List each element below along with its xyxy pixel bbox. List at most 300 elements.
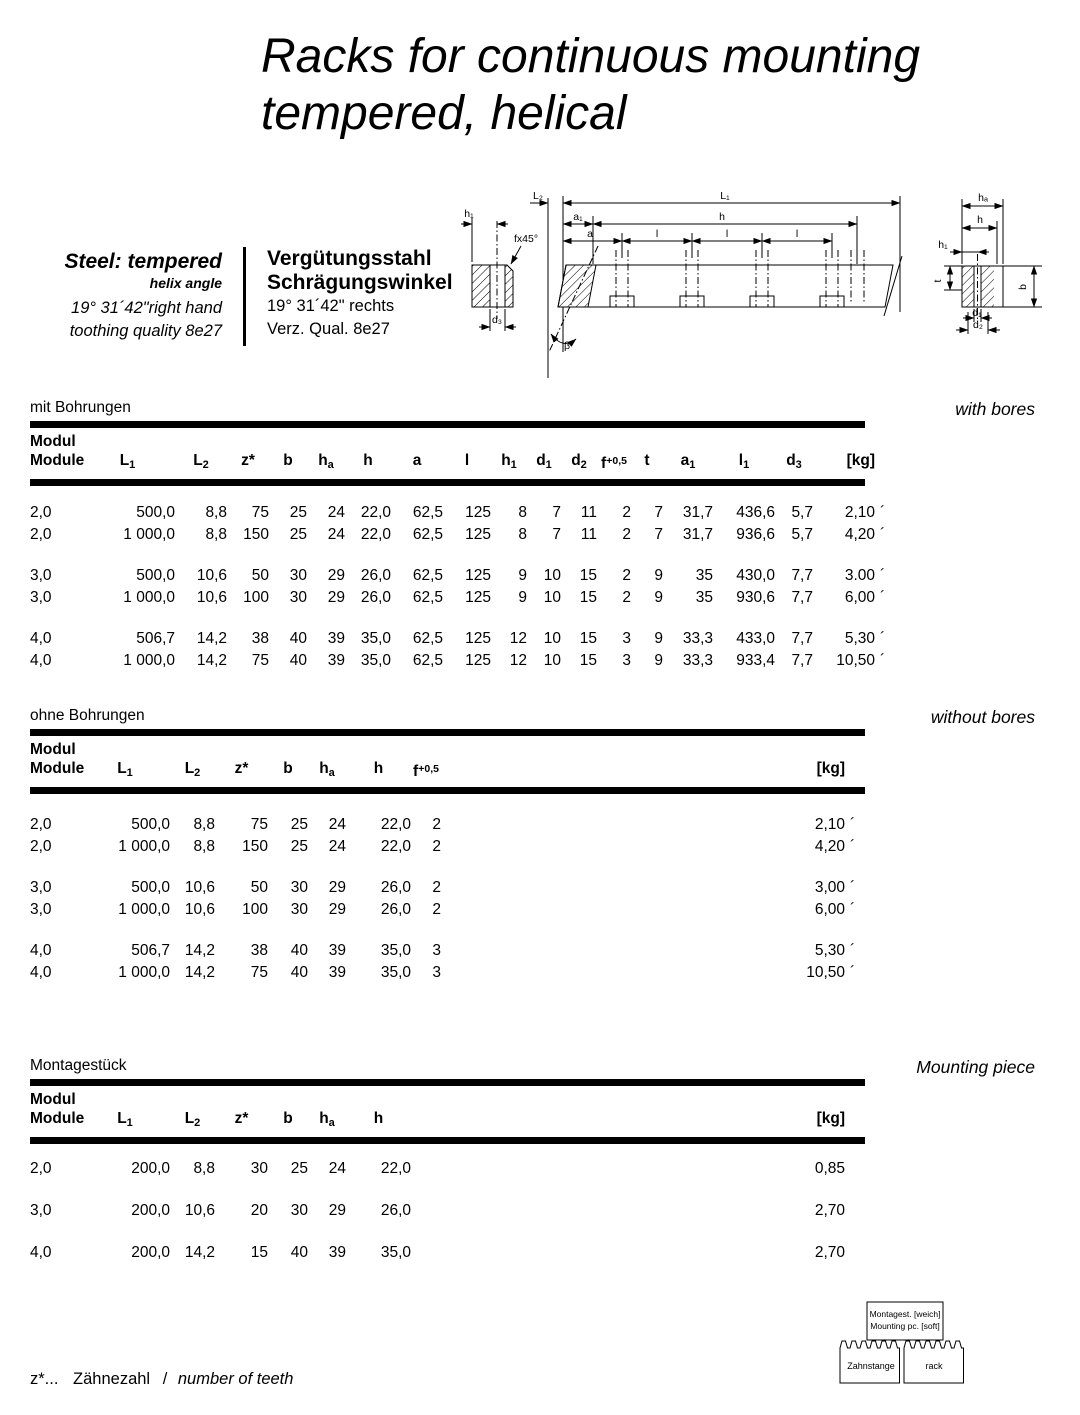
table-rule bbox=[30, 1079, 865, 1086]
table-cell: 5,30 bbox=[814, 942, 845, 959]
table-cell: 62,5 bbox=[412, 504, 443, 521]
table-cell: 10,6 bbox=[196, 589, 227, 606]
table-cell: 39 bbox=[327, 630, 345, 647]
material-info-english bbox=[0, 249, 222, 343]
page-title-line2: tempered, helical bbox=[261, 87, 627, 140]
table-cell: 31,7 bbox=[682, 526, 713, 543]
table-row bbox=[30, 899, 865, 921]
column-header: $L_2$ bbox=[184, 760, 201, 779]
table-cell: 40 bbox=[289, 630, 307, 647]
table-cell: 3 bbox=[432, 942, 441, 959]
table-cell: 26,0 bbox=[380, 879, 411, 896]
table-cell: 24 bbox=[328, 816, 346, 833]
table-cell: 506,7 bbox=[136, 630, 175, 647]
toothing-quality-en: toothing quality 8e27 bbox=[69, 322, 222, 340]
table-cell: 2 bbox=[432, 901, 441, 918]
table-cell: 11 bbox=[580, 504, 597, 521]
table-cell: 11 bbox=[580, 526, 597, 543]
table-row bbox=[30, 814, 865, 836]
dim-label-t: t bbox=[932, 279, 944, 283]
table-cell: 35,0 bbox=[380, 964, 411, 981]
table-cell: 29 bbox=[328, 1202, 346, 1219]
table-cell: 15 bbox=[579, 567, 597, 584]
page-title-line1: Racks for continuous mounting bbox=[261, 30, 921, 83]
table-cell: 7 bbox=[552, 526, 561, 543]
table-cell: 35,0 bbox=[360, 652, 391, 669]
table-rule bbox=[30, 1137, 865, 1144]
table-cell: 25 bbox=[290, 838, 308, 855]
column-header: $h_1$ bbox=[501, 452, 517, 471]
column-header: b bbox=[283, 1110, 293, 1127]
dim-label-d1: d₁ bbox=[972, 307, 982, 319]
table-caption-de: ohne Bohrungen bbox=[30, 707, 145, 724]
table-cell: 500,0 bbox=[131, 816, 170, 833]
material-info-german bbox=[267, 247, 453, 341]
table-cell: 2,10 bbox=[814, 816, 845, 833]
table-cell: 2,0 bbox=[30, 1160, 52, 1177]
table-cell: ´ bbox=[880, 589, 886, 606]
column-header: $h_a$ bbox=[318, 452, 334, 471]
table-cell: 62,5 bbox=[412, 526, 443, 543]
callout-line-de: Montagest. [weich] bbox=[869, 1309, 941, 1319]
table-cell: 6,00 bbox=[844, 589, 875, 606]
column-header: l bbox=[464, 452, 470, 469]
angle-value-de: 19° 31´42" rechts bbox=[267, 297, 395, 315]
table-cell bbox=[845, 1242, 865, 1264]
column-header: z* bbox=[241, 452, 255, 469]
table-cell: 24 bbox=[328, 838, 346, 855]
table-cell: 30 bbox=[290, 901, 308, 918]
table-cell: ´ bbox=[850, 942, 856, 959]
table-cell bbox=[441, 877, 781, 899]
table-cell: 2 bbox=[432, 838, 441, 855]
column-header: $L_1$ bbox=[117, 1110, 133, 1129]
column-header: h bbox=[373, 760, 384, 777]
table-cell: 2 bbox=[432, 816, 441, 833]
table-cell: 24 bbox=[327, 504, 345, 521]
table-cell: 75 bbox=[251, 652, 269, 669]
table-cell: 5,30 bbox=[844, 630, 875, 647]
dim-label-L2: L₂ bbox=[533, 190, 543, 202]
table-cell: 4,0 bbox=[30, 630, 52, 647]
table-cell: 1 000,0 bbox=[118, 838, 170, 855]
table-cell: 2 bbox=[622, 567, 631, 584]
table-cell: 39 bbox=[328, 964, 346, 981]
table-cell: 15 bbox=[579, 630, 597, 647]
table-cell: 8,8 bbox=[205, 526, 227, 543]
dim-label-l-1: l bbox=[655, 228, 659, 240]
table-cell: 39 bbox=[327, 652, 345, 669]
table-cell: 9 bbox=[518, 567, 527, 584]
table-cell: 29 bbox=[327, 567, 345, 584]
drawing-front-view bbox=[530, 190, 902, 378]
table-cell: 10 bbox=[543, 589, 561, 606]
row-group-gap bbox=[30, 1222, 1035, 1242]
table-cell: 40 bbox=[290, 964, 308, 981]
column-header: $f^{+0,5}$ bbox=[413, 763, 439, 780]
table-cell: 35 bbox=[695, 589, 713, 606]
table-caption-en: with bores bbox=[955, 399, 1035, 419]
table-cell: 8 bbox=[518, 526, 527, 543]
table-cell: 150 bbox=[243, 526, 269, 543]
mounting-piece-callout bbox=[867, 1302, 943, 1340]
table-cell: 125 bbox=[465, 589, 491, 606]
table-row bbox=[30, 628, 886, 650]
table-cell: 8 bbox=[518, 504, 527, 521]
table-cell: 62,5 bbox=[412, 589, 443, 606]
technical-drawing bbox=[455, 178, 1075, 378]
page-title bbox=[261, 28, 920, 142]
column-header: $f^{+0,5}$ bbox=[601, 455, 627, 472]
table-cell: 4,0 bbox=[30, 942, 52, 959]
dim-label-L1: L₁ bbox=[720, 190, 730, 202]
table-cell: 3,0 bbox=[30, 901, 52, 918]
column-header: z* bbox=[234, 1110, 249, 1127]
table-cell: 35,0 bbox=[380, 1244, 411, 1261]
table-row bbox=[30, 836, 865, 858]
table-cell: 30 bbox=[250, 1160, 268, 1177]
dim-label-ha: hₐ bbox=[978, 192, 988, 204]
table-cell: 39 bbox=[328, 942, 346, 959]
table-cell: 7,7 bbox=[791, 589, 813, 606]
table-cell: 12 bbox=[509, 652, 527, 669]
table-cell: 7,7 bbox=[791, 567, 813, 584]
column-header: $h_a$ bbox=[319, 1110, 335, 1129]
table-caption-en: Mounting piece bbox=[916, 1057, 1035, 1077]
angle-value-en: 19° 31´42"right hand bbox=[71, 299, 222, 317]
table-cell: 39 bbox=[328, 1244, 346, 1261]
table-cell: 62,5 bbox=[412, 630, 443, 647]
table-cell: 500,0 bbox=[136, 567, 175, 584]
table-mounting-piece bbox=[30, 1057, 1035, 1264]
row-group-gap bbox=[30, 546, 1035, 565]
table-cell: 62,5 bbox=[412, 567, 443, 584]
table-caption-en: without bores bbox=[930, 707, 1035, 727]
table-cell bbox=[845, 1158, 865, 1180]
column-header: Module bbox=[30, 760, 85, 777]
table-cell: 22,0 bbox=[360, 526, 391, 543]
table-cell: 500,0 bbox=[131, 879, 170, 896]
table-without-bores bbox=[30, 707, 1035, 984]
table-rule bbox=[30, 787, 865, 794]
table-cell: 4,20 bbox=[814, 838, 845, 855]
table-header-row bbox=[30, 450, 875, 472]
table-row bbox=[30, 1158, 865, 1180]
table-cell: 25 bbox=[289, 504, 307, 521]
column-header: [kg] bbox=[816, 1110, 845, 1127]
table-cell: 22,0 bbox=[380, 1160, 411, 1177]
table-cell: 933,4 bbox=[736, 652, 775, 669]
table-cell: 10 bbox=[543, 630, 561, 647]
table-cell: 3,0 bbox=[30, 567, 52, 584]
table-cell: 100 bbox=[243, 589, 269, 606]
table-cell: 436,6 bbox=[736, 504, 775, 521]
table-row bbox=[30, 587, 886, 609]
dim-label-h: h bbox=[719, 211, 725, 223]
table-rule bbox=[30, 729, 865, 736]
table-cell: 7 bbox=[552, 504, 561, 521]
table-cell: 125 bbox=[465, 630, 491, 647]
table-cell: 9 bbox=[518, 589, 527, 606]
rack-block-label-de: Zahnstange bbox=[847, 1361, 895, 1371]
table-row bbox=[30, 962, 865, 984]
dim-label-beta: β bbox=[563, 340, 571, 352]
mounting-piece-drawing bbox=[830, 1295, 980, 1390]
dim-label-chamfer: fx45° bbox=[514, 233, 539, 245]
table-cell: ´ bbox=[850, 901, 856, 918]
table-cell: 26,0 bbox=[380, 901, 411, 918]
material-en: Steel: tempered bbox=[64, 250, 222, 273]
table-cell: 30 bbox=[289, 589, 307, 606]
table-cell: ´ bbox=[880, 526, 886, 543]
dim-label-l-2: l bbox=[725, 228, 729, 240]
rack-block-label-en: rack bbox=[925, 1361, 943, 1371]
table-cell: 7 bbox=[654, 504, 663, 521]
table-cell: 62,5 bbox=[412, 652, 443, 669]
column-header bbox=[441, 758, 781, 784]
table-cell: ´ bbox=[850, 964, 856, 981]
rack-blocks bbox=[840, 1341, 964, 1383]
column-header: $L_1$ bbox=[119, 452, 136, 471]
table-cell: 30 bbox=[290, 879, 308, 896]
table-cell: 24 bbox=[327, 526, 345, 543]
table-cell: 125 bbox=[465, 504, 491, 521]
table-cell: 7,7 bbox=[791, 630, 813, 647]
table-cell: 2 bbox=[432, 879, 441, 896]
table-cell: 8,8 bbox=[193, 816, 215, 833]
table-cell: 38 bbox=[250, 942, 268, 959]
table-cell: 2 bbox=[622, 504, 631, 521]
table-cell: 35 bbox=[695, 567, 713, 584]
table-cell bbox=[441, 814, 781, 836]
table-cell bbox=[441, 940, 781, 962]
table-cell: 10 bbox=[543, 567, 561, 584]
table-header-row bbox=[30, 758, 865, 780]
table-cell: 125 bbox=[465, 567, 491, 584]
table-cell: 1 000,0 bbox=[118, 901, 170, 918]
table-cell: ´ bbox=[880, 652, 886, 669]
table-cell: 30 bbox=[290, 1202, 308, 1219]
table-cell: 35,0 bbox=[360, 630, 391, 647]
table-cell: 10,6 bbox=[184, 879, 215, 896]
table-cell: 3 bbox=[622, 652, 631, 669]
table-cell: 29 bbox=[328, 901, 346, 918]
table-cell: 930,6 bbox=[736, 589, 775, 606]
dim-label-h1-right: h₁ bbox=[938, 239, 948, 251]
table-cell: 9 bbox=[654, 589, 663, 606]
column-header: Module bbox=[30, 452, 85, 469]
table-cell: 10,6 bbox=[184, 1202, 215, 1219]
table-cell: 14,2 bbox=[184, 942, 215, 959]
column-header: Module bbox=[30, 1110, 85, 1127]
table-cell: 2 bbox=[622, 589, 631, 606]
table-cell: 125 bbox=[465, 526, 491, 543]
table-cell: 38 bbox=[251, 630, 269, 647]
table-cell: 7,7 bbox=[791, 652, 813, 669]
dim-label-l-3: l bbox=[795, 228, 799, 240]
table-cell: 2,0 bbox=[30, 526, 52, 543]
table-cell: 75 bbox=[251, 504, 269, 521]
table-row bbox=[30, 940, 865, 962]
table-cell: 1 000,0 bbox=[123, 652, 175, 669]
table-body bbox=[30, 814, 1035, 984]
table-cell: 430,0 bbox=[736, 567, 775, 584]
column-header: a bbox=[412, 452, 422, 469]
dim-label-h2: h bbox=[977, 214, 983, 226]
table-cell: 26,0 bbox=[360, 567, 391, 584]
helix-angle-de: Schrägungswinkel bbox=[267, 271, 453, 294]
table-cell: 8,8 bbox=[205, 504, 227, 521]
table-cell: 29 bbox=[327, 589, 345, 606]
column-header bbox=[845, 758, 865, 784]
table-cell: 25 bbox=[290, 816, 308, 833]
table-cell: 14,2 bbox=[184, 964, 215, 981]
footnote-separator: / bbox=[162, 1370, 168, 1388]
drawing-cross-section bbox=[932, 192, 1042, 334]
table-cell: 3,00 bbox=[814, 879, 845, 896]
column-header: t bbox=[644, 452, 650, 469]
table-cell: 4,0 bbox=[30, 1244, 52, 1261]
table-cell: 125 bbox=[465, 652, 491, 669]
table-cell: 12 bbox=[509, 630, 527, 647]
row-group-gap bbox=[30, 1180, 1035, 1200]
table-cell: 1 000,0 bbox=[118, 964, 170, 981]
table-cell: 22,0 bbox=[360, 504, 391, 521]
table-cell: 14,2 bbox=[196, 652, 227, 669]
table-cell: 936,6 bbox=[736, 526, 775, 543]
column-header: b bbox=[283, 760, 293, 777]
table-cell: ´ bbox=[880, 630, 886, 647]
table-cell bbox=[411, 1242, 781, 1264]
table-cell: 200,0 bbox=[131, 1244, 170, 1261]
table-cell: 40 bbox=[289, 652, 307, 669]
table-cell: 40 bbox=[290, 942, 308, 959]
table-cell: 33,3 bbox=[682, 630, 713, 647]
dim-label-d3: d₃ bbox=[491, 314, 503, 326]
table-cell: 2 bbox=[622, 526, 631, 543]
table-cell: ´ bbox=[850, 879, 856, 896]
table-cell: 15 bbox=[579, 652, 597, 669]
table-cell bbox=[441, 899, 781, 921]
table-cell: 7 bbox=[654, 526, 663, 543]
table-row bbox=[30, 1242, 865, 1264]
table-cell: 35,0 bbox=[380, 942, 411, 959]
table-cell: 26,0 bbox=[360, 589, 391, 606]
column-header: z* bbox=[234, 760, 249, 777]
table-cell: 50 bbox=[251, 567, 269, 584]
table-cell: 26,0 bbox=[380, 1202, 411, 1219]
footnote-en: number of teeth bbox=[177, 1370, 294, 1388]
table-cell: 29 bbox=[328, 879, 346, 896]
table-cell: 0,85 bbox=[814, 1160, 845, 1177]
table-cell: 33,3 bbox=[682, 652, 713, 669]
column-header bbox=[845, 1108, 865, 1134]
table-cell: 25 bbox=[289, 526, 307, 543]
table-body bbox=[30, 1158, 1035, 1264]
table-cell: 40 bbox=[290, 1244, 308, 1261]
table-cell: 4,20 bbox=[844, 526, 875, 543]
table-cell: 25 bbox=[290, 1160, 308, 1177]
table-caption-de: Montagestück bbox=[30, 1057, 127, 1074]
table-cell: 9 bbox=[654, 630, 663, 647]
table-cell: 3 bbox=[622, 630, 631, 647]
table-cell: 4,0 bbox=[30, 652, 52, 669]
table-cell: 3.00 bbox=[844, 567, 875, 584]
table-cell: ´ bbox=[850, 838, 856, 855]
column-header: $L_2$ bbox=[193, 452, 209, 471]
table-cell: 75 bbox=[250, 816, 268, 833]
footnote-de: Zähnezahl bbox=[73, 1370, 151, 1388]
modul-label: Modul bbox=[30, 1091, 76, 1108]
table-row bbox=[30, 1200, 865, 1222]
table-cell: 30 bbox=[289, 567, 307, 584]
table-cell: 4,0 bbox=[30, 964, 52, 981]
row-group-gap bbox=[30, 921, 1035, 940]
table-row bbox=[30, 877, 865, 899]
column-header: $d_3$ bbox=[786, 452, 802, 471]
table-cell: 6,00 bbox=[814, 901, 845, 918]
table-cell bbox=[845, 1200, 865, 1222]
column-header: $l_1$ bbox=[738, 452, 750, 471]
table-cell: ´ bbox=[880, 567, 886, 584]
table-cell: 10,6 bbox=[196, 567, 227, 584]
table-cell: 75 bbox=[250, 964, 268, 981]
modul-label: Modul bbox=[30, 741, 76, 758]
table-cell: 2,70 bbox=[814, 1202, 845, 1219]
table-cell: 20 bbox=[250, 1202, 268, 1219]
footnote bbox=[30, 1370, 293, 1389]
table-caption-de: mit Bohrungen bbox=[30, 399, 131, 416]
table-cell: 1 000,0 bbox=[123, 526, 175, 543]
table-cell: 2,0 bbox=[30, 838, 52, 855]
column-header: $a_1$ bbox=[680, 452, 696, 471]
table-cell: 24 bbox=[328, 1160, 346, 1177]
table-cell: 506,7 bbox=[131, 942, 170, 959]
dim-label-b: b bbox=[1017, 284, 1029, 290]
table-cell: 50 bbox=[250, 879, 268, 896]
table-cell: 3,0 bbox=[30, 1202, 52, 1219]
dim-label-h1-left: h₁ bbox=[464, 208, 474, 220]
table-cell: 2,0 bbox=[30, 504, 52, 521]
table-cell: 2,70 bbox=[814, 1244, 845, 1261]
table-cell: 3 bbox=[432, 964, 441, 981]
table-body bbox=[30, 502, 1035, 672]
table-cell: ´ bbox=[880, 504, 886, 521]
column-header: [kg] bbox=[846, 452, 875, 469]
callout-line-en: Mounting pc. [soft] bbox=[870, 1321, 940, 1331]
table-cell: 3,0 bbox=[30, 589, 52, 606]
row-group-gap bbox=[30, 609, 1035, 628]
column-header: [kg] bbox=[816, 760, 845, 777]
table-cell bbox=[411, 1158, 781, 1180]
drawing-side-section bbox=[461, 208, 538, 331]
row-group-gap bbox=[30, 858, 1035, 877]
dim-label-a: a bbox=[587, 228, 593, 240]
column-header: $L_1$ bbox=[117, 760, 133, 779]
table-cell: 3,0 bbox=[30, 879, 52, 896]
table-row bbox=[30, 524, 886, 546]
table-cell: 8,8 bbox=[193, 1160, 215, 1177]
table-cell: 150 bbox=[242, 838, 268, 855]
table-rule bbox=[30, 421, 865, 428]
column-header: $L_2$ bbox=[184, 1110, 201, 1129]
table-header-row bbox=[30, 1108, 865, 1130]
table-cell: 14,2 bbox=[184, 1244, 215, 1261]
column-header: b bbox=[283, 452, 293, 469]
modul-label: Modul bbox=[30, 433, 76, 450]
table-cell: 200,0 bbox=[131, 1160, 170, 1177]
material-de: Vergütungsstahl bbox=[267, 247, 432, 270]
